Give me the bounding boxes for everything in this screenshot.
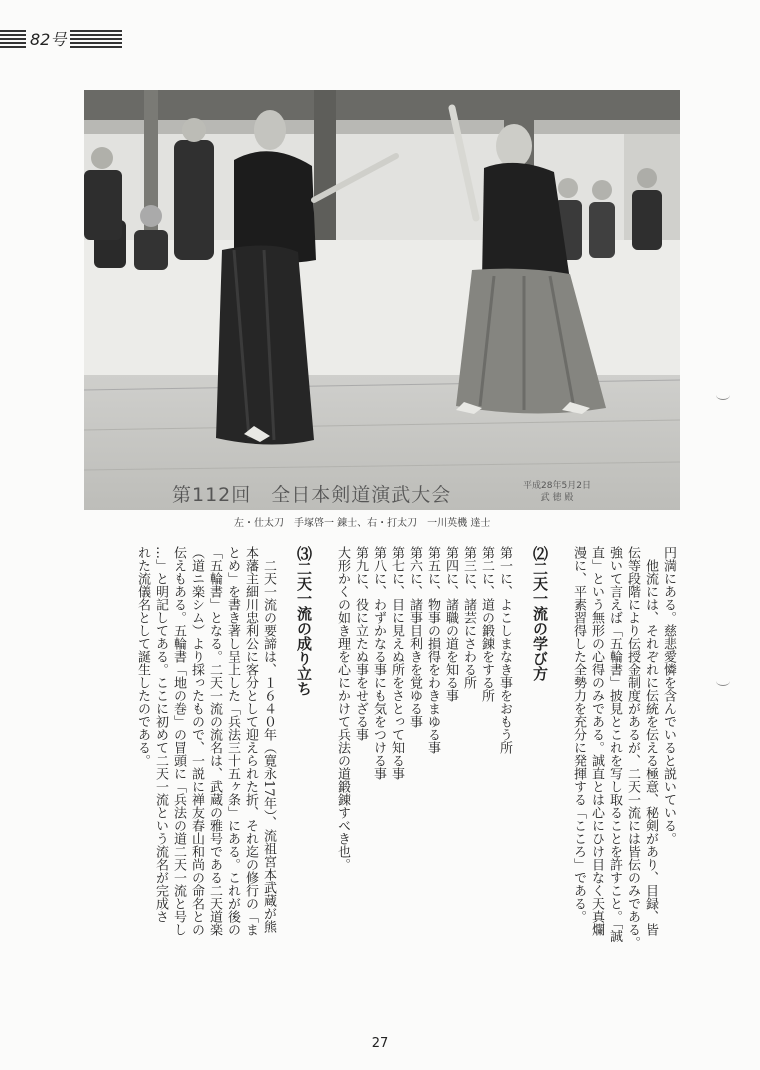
kendo-demonstration-photo: [84, 90, 680, 510]
body-line: 強いて言えば「五輪書」披見とこれを写し取ることを許すこと。「誠: [607, 546, 622, 943]
event-title: 第112回 全日本剣道演武大会: [172, 484, 452, 506]
section-heading: ⑶二天一流の成り立ち: [295, 546, 313, 696]
list-item: 第七に、目に見えぬ所をさとって知る事: [389, 546, 404, 780]
body-line: 「五輪書」となる。二天一流の流名は、武蔵の雅号である二天道楽: [207, 546, 222, 936]
body-line: 直」という無形の心得のみである。誠直とは心にひけ目なく天真爛: [589, 546, 604, 936]
section-heading: ⑵二天一流の学び方: [531, 546, 549, 681]
event-date-venue: [512, 480, 602, 504]
list-item: 第三に、諸芸にさわる所: [461, 546, 476, 689]
body-line: れた流儀名として誕生したのである。: [135, 546, 150, 767]
list-item: 第四に、諸職の道を知る事: [443, 546, 458, 702]
binding-mark: [716, 390, 730, 400]
body-line: 二天一流の要諦は、１６４０年（寛永17年）、流祖宮本武蔵が熊: [261, 546, 276, 934]
list-item: 第九に、役に立たぬ事をせざる事: [353, 546, 368, 741]
body-line: とめ」を書き著し呈上した「兵法三十五ヶ条」にある。これが後の: [225, 546, 240, 936]
photo-credit: 左・仕太刀 手塚啓一 錬士、右・打太刀 一川英機 達士: [234, 518, 491, 529]
event-date: 平成28年5月2日: [523, 481, 591, 491]
body-line: （道ニ楽シム）より採ったもので、一説に禅友春山和尚の命名との: [189, 546, 204, 936]
binding-mark: [716, 676, 730, 686]
list-item: 第八に、わずかなる事にも気をつける事: [371, 546, 386, 780]
photo-illustration: [84, 90, 680, 510]
list-item: 第五に、物事の損得をわきまゆる事: [425, 546, 440, 754]
body-line: 漫に、平素習得した全勢力を充分に発揮する「こころ」である。: [571, 546, 586, 923]
page-number: 27: [371, 1036, 389, 1051]
event-venue: 武 徳 殿: [540, 493, 574, 503]
body-line: 伝えもある。五輪書「地の巻」の冒頭に「兵法の道二天一流と号し: [171, 546, 186, 936]
body-line: 大形かくの如き理を心にかけて兵法の道鍛錬すべき也。: [335, 546, 350, 871]
body-line: …」と明記してある。ここに初めて二天一流という流名が完成さ: [153, 546, 168, 923]
list-item: 第一に、よこしまなき事をおもう所: [497, 546, 512, 754]
list-item: 第六に、諸事目利きを覚ゆる事: [407, 546, 422, 728]
body-line: 本藩主細川忠利公に客分として迎えられた折、それ迄の修行の「ま: [243, 546, 258, 936]
list-item: 第二に、道の鍛錬をする所: [479, 546, 494, 702]
issue-number: 82号: [26, 30, 70, 50]
body-line: 伝等段階により伝授金制度があるが、二天一流には皆伝のみである。: [625, 546, 640, 949]
body-line: 円満にある。慈悲愛憐を含んでいると説いている。: [661, 546, 676, 845]
body-line: 他流には、それぞれに伝統を伝える極意、秘剣があり、目録、皆: [643, 546, 658, 936]
